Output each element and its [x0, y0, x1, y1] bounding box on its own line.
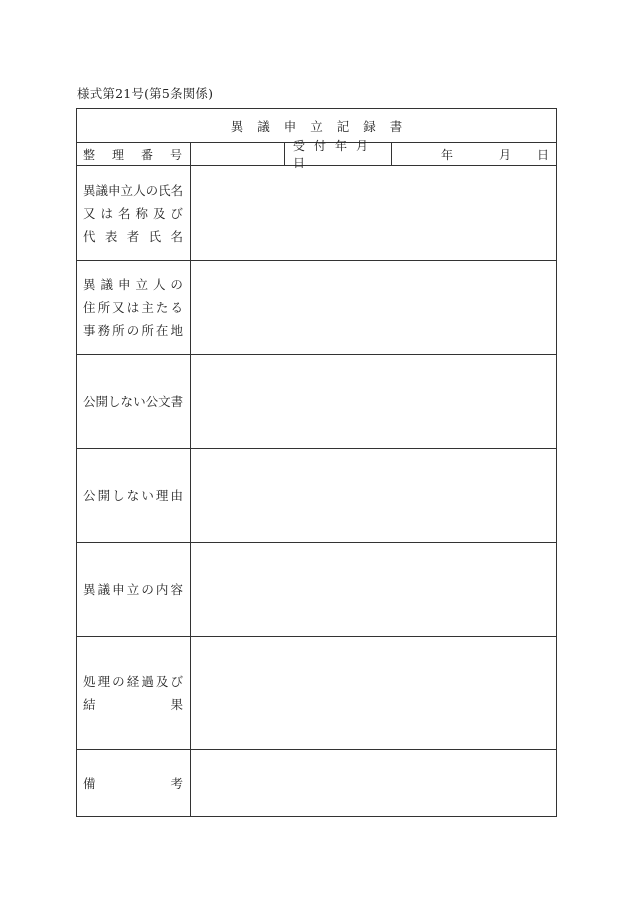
label-char: 内: [155, 582, 169, 597]
received-day-unit: 日: [536, 147, 549, 162]
label-char: 理: [97, 674, 111, 689]
label-char: 結: [83, 697, 96, 712]
received-year-unit: 年: [440, 147, 453, 162]
label-char: 議: [97, 582, 111, 597]
label-char: 称: [135, 205, 148, 221]
label-char: の: [126, 323, 140, 338]
label-char: 考: [170, 775, 183, 791]
objection-record-form: [76, 108, 557, 817]
label-char: 名: [117, 205, 131, 221]
label-char: い: [141, 488, 154, 503]
row-nondisclosure-reason: [77, 449, 556, 543]
label-char: 氏: [158, 182, 171, 198]
received-month-unit: 月: [498, 147, 511, 162]
label-char: 異: [83, 582, 96, 597]
label-char: 立: [126, 582, 140, 597]
label-char: 地: [170, 323, 183, 338]
label-char: の: [145, 182, 159, 198]
label-char: 又: [112, 300, 125, 315]
label-char: 人: [152, 277, 166, 292]
row-remarks: [77, 750, 556, 816]
label-line: [83, 225, 183, 248]
label-char: の: [112, 674, 125, 689]
label-char: る: [170, 300, 183, 315]
label-char: し: [112, 488, 125, 503]
reference-number-label-char: 号: [169, 147, 182, 162]
label-char: び: [170, 205, 183, 221]
row-undisclosed-document: [77, 355, 556, 449]
nondisclosure-reason-label: [77, 449, 191, 542]
label-char: 名: [170, 182, 184, 198]
form-title-char: 立: [310, 118, 337, 134]
label-char: し: [108, 394, 121, 409]
received-date-field[interactable]: [392, 143, 556, 165]
label-char: 氏: [148, 228, 162, 244]
form-title-char: 申: [283, 118, 311, 134]
label-char: 文: [158, 394, 171, 409]
label-char: 公: [83, 488, 96, 503]
label-char: 処: [83, 674, 96, 689]
label-line: [83, 319, 183, 342]
form-title-char: 記: [336, 118, 364, 134]
label-char: 及: [155, 674, 169, 689]
reference-number-label-char: 整: [83, 147, 96, 162]
label-char: 議: [95, 182, 109, 198]
label-line: [83, 390, 183, 413]
label-char: 人: [133, 182, 146, 198]
objection-content-label: [77, 543, 191, 636]
label-char: 書: [170, 394, 184, 409]
remarks-field[interactable]: [191, 750, 556, 816]
label-char: 開: [95, 394, 109, 409]
form-title-char: 異: [230, 118, 258, 134]
label-char: 在: [155, 323, 169, 338]
label-char: の: [170, 277, 183, 292]
row-objection-content: [77, 543, 556, 637]
label-line: [83, 772, 183, 795]
row-applicant-address: [77, 261, 556, 355]
label-char: 申: [108, 182, 121, 198]
label-char: 備: [83, 775, 96, 791]
label-char: た: [155, 300, 169, 315]
label-line: [83, 670, 183, 693]
label-char: 開: [97, 488, 111, 503]
label-char: 住: [83, 300, 96, 315]
undisclosed-document-label: [77, 355, 191, 448]
label-char: は: [100, 205, 113, 221]
label-char: 立: [135, 277, 148, 292]
label-char: の: [141, 582, 154, 597]
label-char: い: [133, 394, 146, 409]
label-char: 主: [141, 300, 154, 315]
label-char: 公: [83, 394, 96, 409]
remarks-label: [77, 750, 191, 816]
label-char: 議: [100, 277, 113, 292]
label-line: [83, 693, 183, 716]
label-char: 理: [155, 488, 169, 503]
reference-number-label: [77, 143, 191, 165]
label-char: 者: [126, 228, 140, 244]
label-char: 所: [97, 300, 111, 315]
label-char: 名: [170, 228, 183, 244]
label-char: 由: [170, 488, 183, 503]
applicant-name-field[interactable]: [191, 166, 556, 260]
label-char: 所: [141, 323, 154, 338]
label-line: [83, 578, 183, 601]
applicant-address-label: [77, 261, 191, 354]
form-title-char: 書: [389, 118, 417, 134]
label-line: [83, 484, 183, 507]
label-char: 過: [141, 674, 154, 689]
form-title-char: 録: [363, 118, 390, 134]
label-char: な: [126, 488, 140, 503]
label-char: 又: [83, 205, 96, 221]
applicant-address-field[interactable]: [191, 261, 556, 354]
form-title-char: 議: [257, 118, 284, 134]
row-processing-result: [77, 637, 556, 750]
label-char: 事: [83, 323, 96, 338]
label-char: 公: [145, 394, 159, 409]
label-char: 務: [97, 323, 111, 338]
label-line: [83, 273, 183, 296]
label-line: [83, 202, 183, 225]
header-row: [77, 139, 556, 170]
nondisclosure-reason-field[interactable]: [191, 449, 556, 542]
reference-number-field[interactable]: [191, 143, 285, 165]
label-char: 経: [126, 674, 140, 689]
label-char: 表: [104, 228, 118, 244]
label-char: 異: [83, 277, 96, 292]
applicant-name-label: [77, 166, 191, 260]
undisclosed-document-field[interactable]: [191, 355, 556, 448]
label-char: 申: [117, 277, 131, 292]
label-char: 容: [170, 582, 183, 597]
reference-number-label-char: 理: [111, 147, 124, 162]
label-line: [83, 179, 183, 202]
label-char: び: [170, 674, 183, 689]
form-number: 様式第21号(第5条関係): [77, 86, 214, 101]
label-line: [83, 296, 183, 319]
row-applicant-name: [77, 166, 556, 261]
label-char: は: [126, 300, 140, 315]
label-char: 所: [112, 323, 125, 338]
label-char: 及: [152, 205, 166, 221]
processing-result-field[interactable]: [191, 637, 556, 749]
label-char: 果: [170, 697, 183, 712]
received-date-label: 受付年月日: [285, 143, 392, 165]
label-char: 申: [112, 582, 125, 597]
label-char: 異: [83, 182, 96, 198]
label-char: 代: [83, 228, 96, 244]
reference-number-label-char: 番: [140, 147, 153, 162]
label-char: 立: [120, 182, 134, 198]
processing-result-label: [77, 637, 191, 749]
objection-content-field[interactable]: [191, 543, 556, 636]
label-char: な: [120, 394, 134, 409]
